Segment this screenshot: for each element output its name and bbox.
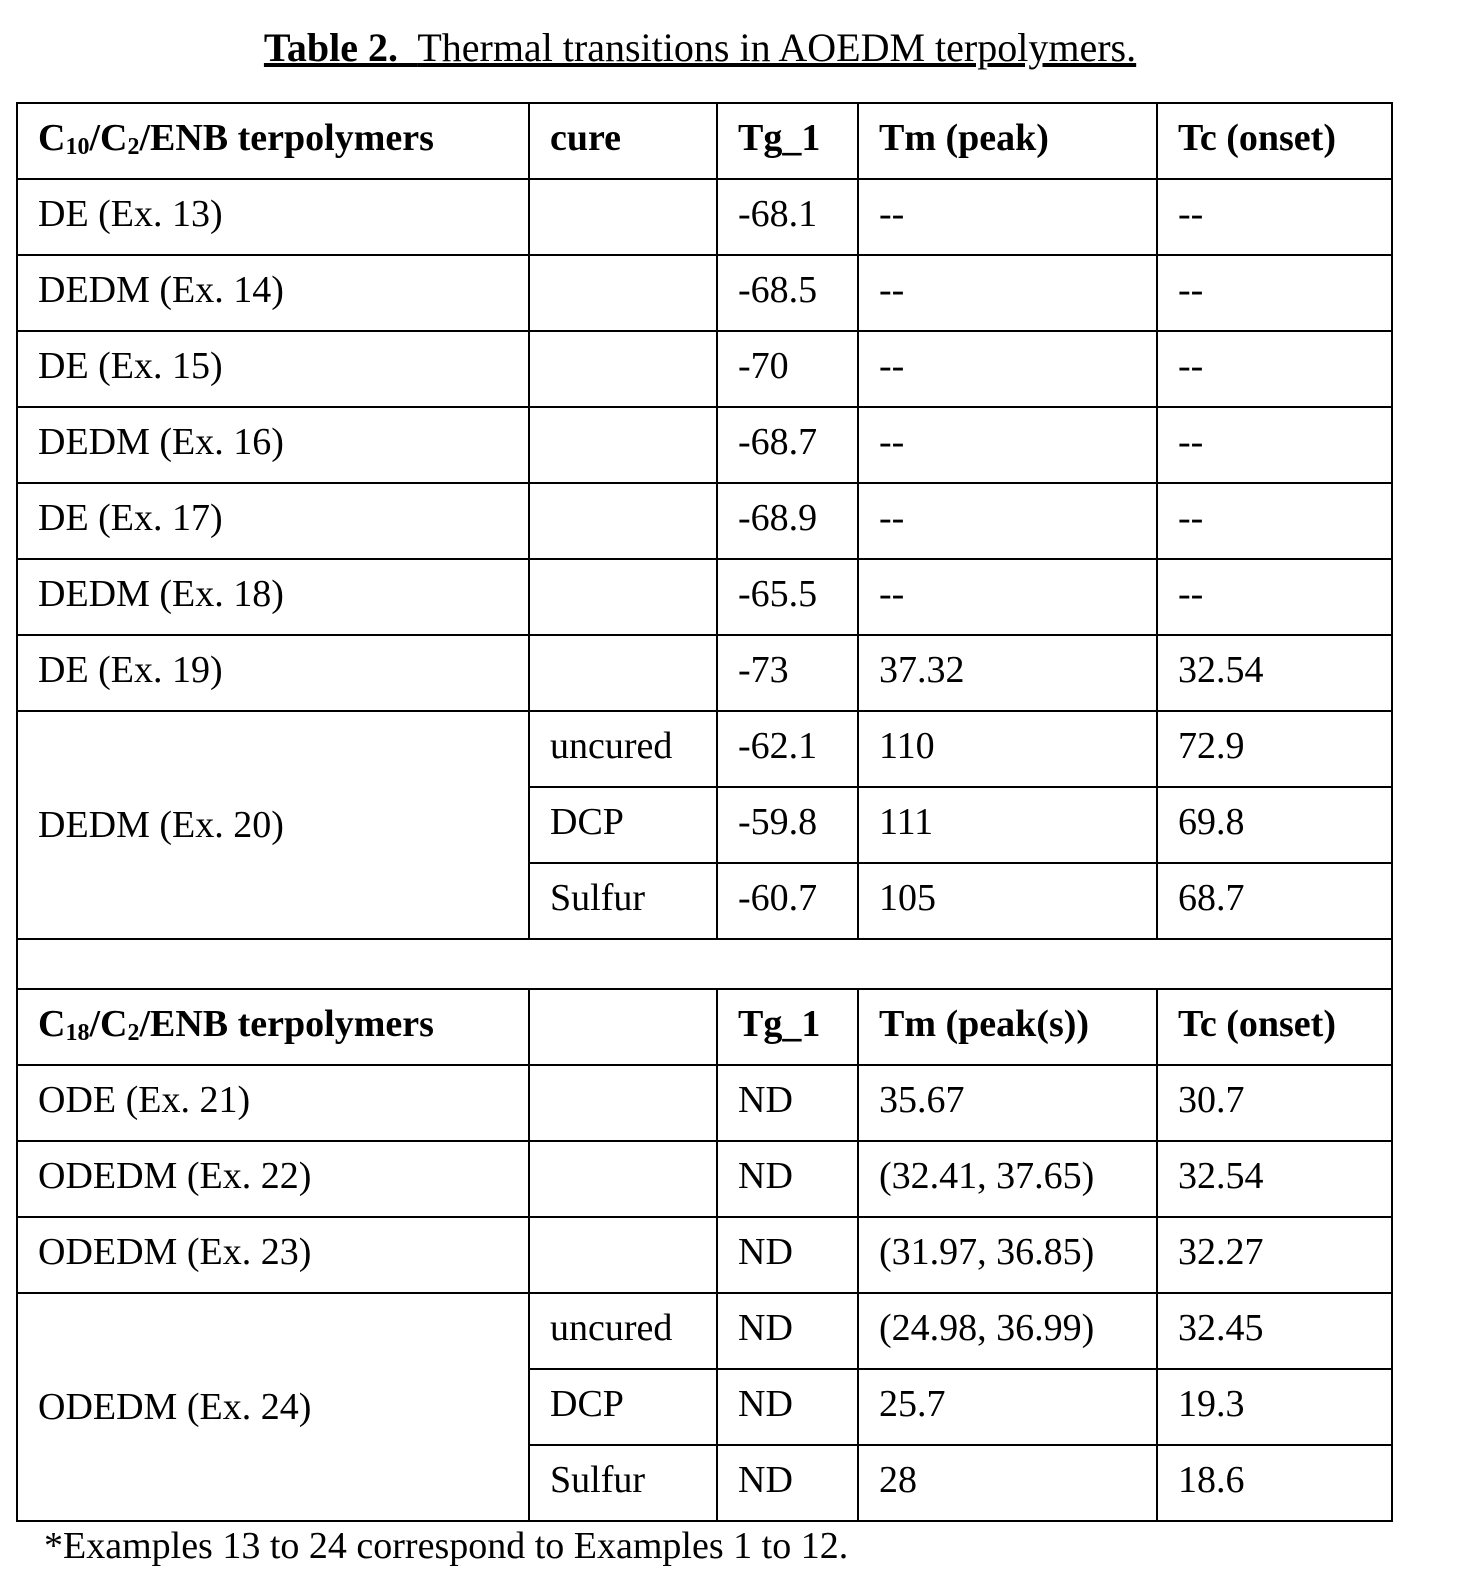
sample-name: DEDM (Ex. 20) (17, 711, 529, 939)
tc-cell: 30.7 (1157, 1065, 1392, 1141)
tc-cell: -- (1157, 559, 1392, 635)
table-row (17, 1065, 1392, 1141)
tc-cell: 72.9 (1157, 711, 1392, 787)
header-text-part: C (38, 117, 65, 159)
sample-name: DEDM (Ex. 18) (17, 559, 529, 635)
header-cure: cure (529, 103, 717, 179)
cure-cell: uncured (529, 1293, 717, 1369)
tg-cell: -59.8 (717, 787, 858, 863)
tg-cell: ND (717, 1141, 858, 1217)
tm-cell: -- (858, 255, 1157, 331)
header-cure (529, 989, 717, 1065)
tm-cell: 28 (858, 1445, 1157, 1521)
header-tg: Tg_1 (717, 989, 858, 1065)
footnote: *Examples 13 to 24 correspond to Examples 1 to 12. (44, 1524, 848, 1568)
cure-cell: DCP (529, 1369, 717, 1445)
tc-cell: 19.3 (1157, 1369, 1392, 1445)
table-row (17, 255, 1392, 331)
tm-cell: -- (858, 331, 1157, 407)
cure-cell (529, 559, 717, 635)
sample-name: ODEDM (Ex. 23) (17, 1217, 529, 1293)
sample-name: DEDM (Ex. 16) (17, 407, 529, 483)
cure-cell: DCP (529, 787, 717, 863)
tc-cell: -- (1157, 179, 1392, 255)
header-tm: Tm (peak) (858, 103, 1157, 179)
header-text-part: C (38, 1003, 65, 1045)
tm-cell: 110 (858, 711, 1157, 787)
sample-name: ODEDM (Ex. 24) (17, 1293, 529, 1521)
header-text-part: /ENB terpolymers (139, 1003, 433, 1045)
tm-cell: -- (858, 407, 1157, 483)
header-text-part: /C (89, 117, 127, 159)
tg-cell: -68.1 (717, 179, 858, 255)
cure-cell (529, 1217, 717, 1293)
tc-cell: -- (1157, 331, 1392, 407)
tg-cell: -68.5 (717, 255, 858, 331)
tg-cell: ND (717, 1445, 858, 1521)
tm-cell: 37.32 (858, 635, 1157, 711)
tg-cell: ND (717, 1369, 858, 1445)
tc-cell: -- (1157, 407, 1392, 483)
header-polymer (17, 989, 529, 1065)
tc-cell: 18.6 (1157, 1445, 1392, 1521)
header-text-part: /ENB terpolymers (139, 117, 433, 159)
tm-cell: 111 (858, 787, 1157, 863)
tc-cell: 69.8 (1157, 787, 1392, 863)
table-row (17, 179, 1392, 255)
cure-cell (529, 483, 717, 559)
header-tc: Tc (onset) (1157, 989, 1392, 1065)
tg-cell: -68.9 (717, 483, 858, 559)
header-text-part: 2 (127, 1020, 139, 1046)
cure-cell (529, 1065, 717, 1141)
tg-cell: -65.5 (717, 559, 858, 635)
tc-cell: 32.27 (1157, 1217, 1392, 1293)
sample-name: DE (Ex. 17) (17, 483, 529, 559)
cure-cell (529, 407, 717, 483)
header-row (17, 989, 1392, 1065)
header-row (17, 103, 1392, 179)
spacer-cell (17, 939, 1392, 989)
tg-cell: -70 (717, 331, 858, 407)
sample-name: DE (Ex. 15) (17, 331, 529, 407)
tg-cell: ND (717, 1065, 858, 1141)
tm-cell: 25.7 (858, 1369, 1157, 1445)
spacer-row (17, 939, 1392, 989)
header-tc: Tc (onset) (1157, 103, 1392, 179)
header-tg: Tg_1 (717, 103, 858, 179)
sample-name: ODE (Ex. 21) (17, 1065, 529, 1141)
table-title (0, 24, 1400, 71)
table-row (17, 1141, 1392, 1217)
table-row (17, 559, 1392, 635)
tg-cell: ND (717, 1293, 858, 1369)
tc-cell: 32.54 (1157, 635, 1392, 711)
tm-cell: (32.41, 37.65) (858, 1141, 1157, 1217)
cure-cell (529, 635, 717, 711)
cure-cell: uncured (529, 711, 717, 787)
sample-name: DE (Ex. 13) (17, 179, 529, 255)
cure-cell: Sulfur (529, 863, 717, 939)
tg-cell: -62.1 (717, 711, 858, 787)
table-caption: Thermal transitions in AOEDM terpolymers. (417, 25, 1136, 70)
tm-cell: -- (858, 559, 1157, 635)
table-row (17, 1293, 1392, 1369)
thermal-transitions-table (16, 102, 1393, 1522)
tc-cell: 32.54 (1157, 1141, 1392, 1217)
table-row (17, 407, 1392, 483)
tm-cell: (24.98, 36.99) (858, 1293, 1157, 1369)
tg-cell: -68.7 (717, 407, 858, 483)
tm-cell: (31.97, 36.85) (858, 1217, 1157, 1293)
cure-cell (529, 331, 717, 407)
table-label: Table 2. (264, 25, 398, 70)
table-row (17, 331, 1392, 407)
header-text-part: 2 (127, 134, 139, 160)
cure-cell (529, 179, 717, 255)
tc-cell: -- (1157, 483, 1392, 559)
table-row (17, 1217, 1392, 1293)
tm-cell: 35.67 (858, 1065, 1157, 1141)
tg-cell: -60.7 (717, 863, 858, 939)
tm-cell: 105 (858, 863, 1157, 939)
tg-cell: -73 (717, 635, 858, 711)
header-text-part: /C (89, 1003, 127, 1045)
sample-name: DEDM (Ex. 14) (17, 255, 529, 331)
cure-cell (529, 1141, 717, 1217)
sample-name: ODEDM (Ex. 22) (17, 1141, 529, 1217)
tg-cell: ND (717, 1217, 858, 1293)
table-row (17, 483, 1392, 559)
cure-cell (529, 255, 717, 331)
tc-cell: -- (1157, 255, 1392, 331)
header-tm: Tm (peak(s)) (858, 989, 1157, 1065)
header-text-part: 10 (65, 134, 89, 160)
sample-name: DE (Ex. 19) (17, 635, 529, 711)
table-row (17, 635, 1392, 711)
tm-cell: -- (858, 179, 1157, 255)
header-polymer (17, 103, 529, 179)
tc-cell: 32.45 (1157, 1293, 1392, 1369)
table-row (17, 711, 1392, 787)
header-text-part: 18 (65, 1020, 89, 1046)
tm-cell: -- (858, 483, 1157, 559)
tc-cell: 68.7 (1157, 863, 1392, 939)
cure-cell: Sulfur (529, 1445, 717, 1521)
